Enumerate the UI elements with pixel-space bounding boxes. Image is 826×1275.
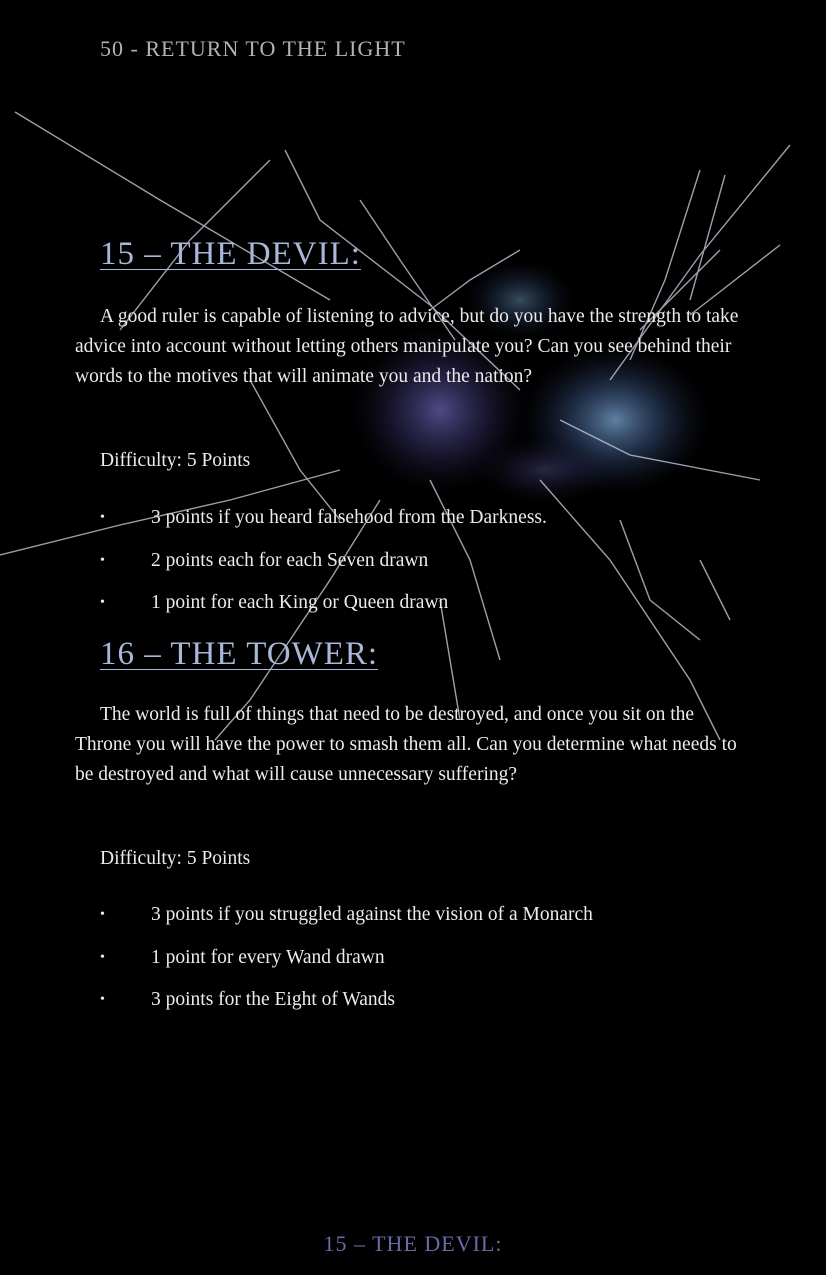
running-header: 50 - RETURN TO THE LIGHT	[100, 36, 406, 61]
running-footer: 15 – THE DEVIL:	[323, 1231, 503, 1256]
difficulty-the-devil: Difficulty: 5 Points	[100, 450, 251, 471]
bullet-icon: •	[100, 510, 105, 525]
bullet-icon: •	[100, 552, 105, 568]
section-title-the-devil: 15 – THE DEVIL:	[100, 236, 361, 272]
bullet-icon: •	[100, 595, 105, 610]
difficulty-the-tower: Difficulty: 5 Points	[100, 848, 251, 869]
bullet-icon: •	[100, 907, 105, 922]
section-body-the-tower: The world is full of things that need to be destroyed, and once you sit on the Throne you will have the power to smash them all. Can you determine what needs to be destroyed and what will cause unnecessary suffering?	[75, 704, 737, 785]
bullet-icon: •	[100, 949, 105, 965]
page: 50 - RETURN TO THE LIGHT 15 – THE DEVIL: A good ruler is capable of listening to advice, but do you have the strength to take advice into account without letting others manipulate you? Can you see behind their words to the motives that will animate you and the nation? Difficulty: 5 Points • 3 points if you heard falsehood from the Darkness. • 2 points each for each Seven drawn • 1 point for each King or Queen drawn 16 – THE TOWER: The world is full of things that need to be destroyed, and once you sit on the Throne you will have the power to smash them all. Can you determine what needs to be destroyed and what will cause unnecessary suffering? Difficulty: 5 Points • 3 points if you struggled against the vision of a Monarch • 1 point for every Wand drawn • 3 points for the Eight of Wands 15 – THE DEVIL:	[0, 0, 826, 1275]
bullet-icon: •	[100, 992, 105, 1007]
section-title-the-tower: 16 – THE TOWER:	[100, 636, 379, 672]
section-body-the-devil: A good ruler is capable of listening to advice, but do you have the strength to take advice into account without letting others manipulate you? Can you see behind their words to the motives that will animate you and the nation?	[75, 306, 739, 387]
